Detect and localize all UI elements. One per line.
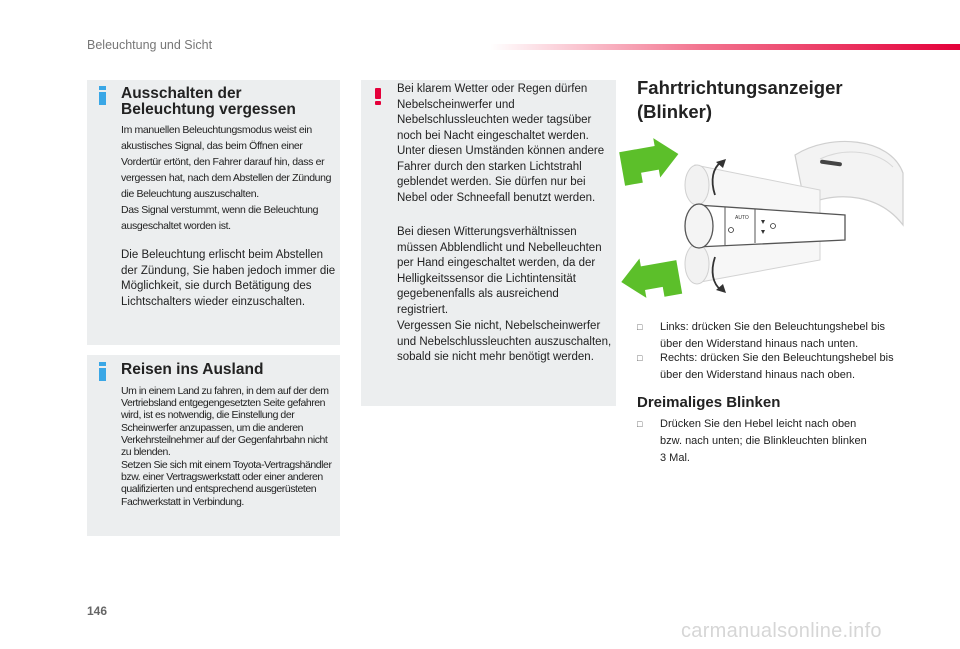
bullet-text-left: Links: drücken Sie den Beleuchtungshebel bis über den Widerstand hinaus nach unten. xyxy=(660,321,886,350)
box-text-lights-off-3: Die Beleuchtung erlischt beim Abstellen der Zündung, Sie haben jedoch immer die Möglichkeit, sie durch Betätigung des Lichtschalters wieder einzuschalten. xyxy=(121,249,336,308)
turn-signal-stalk-illustration xyxy=(615,135,905,305)
section-title: Beleuchtung und Sicht xyxy=(87,38,213,52)
checkbox-bullet-icon: □ xyxy=(637,419,643,429)
page-number: 146 xyxy=(87,604,108,618)
green-arrow-right-icon xyxy=(618,135,682,186)
warning-text-3: Vergessen Sie nicht, Nebelscheinwerfer und Nebelschlussleuchten auszuschalten, sobald sie nicht mehr benötigt werden. xyxy=(397,320,612,363)
header-accent-bar xyxy=(490,44,960,50)
checkbox-bullet-icon: □ xyxy=(637,322,643,332)
box-text-abroad-2: Setzen Sie sich mit einem Toyota-Vertragshändler bzw. einer Vertragswerkstatt oder einer anderen qualifizierten und entsprechend ausgerüsteten Fachwerkstatt in Verbindung. xyxy=(121,459,332,508)
box-text-lights-off-2: Das Signal verstummt, wenn die Beleuchtung ausgeschaltet worden ist. xyxy=(121,204,319,232)
warning-text-1: Bei klarem Wetter oder Regen dürfen Nebelscheinwerfer und Nebelschlussleuchten weder tagsüber noch bei Nacht eingeschaltet werden. Unter diesen Umständen können andere Fahrer durch den starken Lichtstrahl geblendet werden. Sie dürfen nur bei Nebel oder Schneefall benutzt werden. xyxy=(397,83,605,204)
box-title-abroad: Reisen ins Ausland xyxy=(121,361,264,378)
watermark: carmanualsonline.info xyxy=(681,620,882,642)
info-icon xyxy=(99,86,106,105)
stalk-ghost-upper-tip xyxy=(685,165,709,205)
box-title-lights-off: Ausschalten der Beleuchtung vergessen xyxy=(121,85,296,118)
checkbox-bullet-icon: □ xyxy=(637,353,643,363)
box-text-abroad-1: Um in einem Land zu fahren, in dem auf der dem Vertriebsland entgegengesetzten Seite gefahren wird, ist es notwendig, die Einstellung der Scheinwerfer anzupassen, um die anderen Verkehrsteilnehmer auf der Gegenfahrbahn nicht zu blenden. xyxy=(121,385,329,459)
stalk-auto-label: AUTO xyxy=(735,215,749,221)
warning-icon xyxy=(375,88,381,105)
box-text-lights-off-1: Im manuellen Beleuchtungsmodus weist ein akustisches Signal, das beim Öffnen einer Vordertür ertönt, den Fahrer darauf hin, dass er vergessen hat, nach dem Abstellen der Zündung die Beleuchtung auszuschalten. xyxy=(121,124,332,200)
warning-text-2: Bei diesen Witterungsverhältnissen müssen Abblendlicht und Nebelleuchten per Hand eingeschaltet werden, da der Helligkeitssensor die Lichtintensität gegebenenfalls als ausreichend registriert. xyxy=(397,226,602,316)
stalk-main-tip xyxy=(685,204,713,248)
green-arrow-left-icon xyxy=(618,252,682,303)
info-icon xyxy=(99,362,106,381)
triple-blink-text: Drücken Sie den Hebel leicht nach oben bzw. nach unten; die Blinkleuchten blinken 3 Mal. xyxy=(660,418,867,464)
bullet-text-right: Rechts: drücken Sie den Beleuchtungshebel bis über den Widerstand hinaus nach oben. xyxy=(660,352,894,381)
stalk-ghost-lower-tip xyxy=(685,244,709,284)
stalk-main xyxy=(697,205,845,247)
indicators-title: Fahrtrichtungsanzeiger (Blinker) xyxy=(637,77,843,122)
triple-blink-title: Dreimaliges Blinken xyxy=(637,394,781,411)
